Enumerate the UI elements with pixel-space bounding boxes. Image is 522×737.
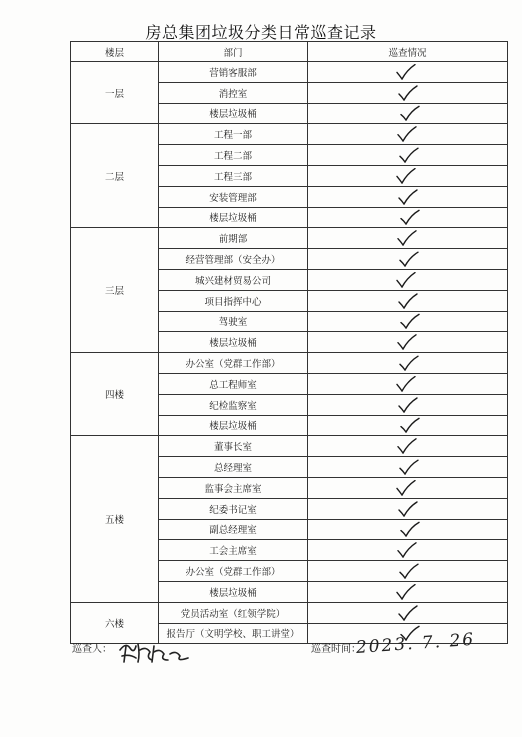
dept-cell: 报告厅（文明学校、职工讲堂） [159,623,308,644]
dept-cell: 监事会主席室 [159,477,308,498]
dept-cell: 驾驶室 [159,311,308,332]
header-dept: 部门 [159,42,308,62]
dept-cell: 工程二部 [159,145,308,166]
dept-cell: 工程三部 [159,165,308,186]
table-body [71,62,508,644]
check-cell [308,62,508,83]
dept-cell: 营销客服部 [159,62,308,83]
check-cell [308,415,508,436]
dept-cell: 项目指挥中心 [159,290,308,311]
checkmark-icon [397,293,419,309]
check-cell [308,373,508,394]
floor-cell: 一层 [71,62,159,124]
dept-cell: 经营管理部（安全办） [159,249,308,270]
check-cell [308,457,508,478]
checkmark-icon [396,126,418,142]
floor-cell: 四楼 [71,353,159,436]
checkmark-icon [395,480,417,496]
checkmark-icon [396,334,418,350]
document-title: 房总集团垃圾分类日常巡查记录 [145,23,377,42]
check-cell [308,436,508,457]
checkmark-icon [399,105,421,121]
check-cell [308,145,508,166]
floor-cell: 三层 [71,228,159,353]
table-row [71,62,508,83]
checkmark-icon [397,189,419,205]
check-cell [308,124,508,145]
checkmark-icon [397,501,419,517]
check-cell [308,311,508,332]
checkmark-icon [397,397,419,413]
table-row [71,353,508,374]
dept-cell: 董事长室 [159,436,308,457]
check-cell [308,353,508,374]
checkmark-icon [399,209,421,225]
header-check: 巡查情况 [308,42,508,62]
dept-cell: 前期部 [159,228,308,249]
dept-cell: 工程一部 [159,124,308,145]
checkmark-icon [396,438,418,454]
inspector-signature [116,636,196,668]
dept-cell: 办公室（党群工作部） [159,353,308,374]
dept-cell: 楼层垃圾桶 [159,581,308,602]
check-cell [308,186,508,207]
check-cell [308,207,508,228]
checkmark-icon [396,542,418,558]
check-cell [308,498,508,519]
check-cell [308,581,508,602]
dept-cell: 楼层垃圾桶 [159,415,308,436]
checkmark-icon [398,355,420,371]
dept-cell: 办公室（党群工作部） [159,561,308,582]
checkmark-icon [398,147,420,163]
checkmark-icon [397,605,419,621]
dept-cell: 总工程师室 [159,373,308,394]
dept-cell: 城兴建材贸易公司 [159,269,308,290]
check-cell [308,540,508,561]
dept-cell: 副总经理室 [159,519,308,540]
floor-cell: 五楼 [71,436,159,602]
check-cell [308,519,508,540]
time-label: 巡查时间： [311,644,361,655]
check-cell [308,602,508,623]
table-row [71,602,508,623]
checkmark-icon [397,85,419,101]
checkmark-icon [396,230,418,246]
header-floor: 楼层 [71,42,159,62]
check-cell [308,561,508,582]
dept-cell: 楼层垃圾桶 [159,207,308,228]
check-cell [308,477,508,498]
inspector-label: 巡查人： [72,644,112,655]
checkmark-icon [395,168,417,184]
checkmark-icon [395,64,417,80]
checkmark-icon [399,417,421,433]
check-cell [308,103,508,124]
checkmark-icon [398,563,420,579]
table-row [71,228,508,249]
dept-cell: 楼层垃圾桶 [159,103,308,124]
dept-cell: 楼层垃圾桶 [159,332,308,353]
checkmark-icon [398,251,420,267]
check-cell [308,249,508,270]
check-cell [308,394,508,415]
checkmark-icon [395,376,417,392]
checkmark-icon [398,459,420,475]
check-cell [308,82,508,103]
floor-cell: 六楼 [71,602,159,644]
table-header-row [71,42,508,62]
checkmark-icon [395,272,417,288]
check-cell [308,228,508,249]
dept-cell: 工会主席室 [159,540,308,561]
table-row [71,124,508,145]
floor-cell: 二层 [71,124,159,228]
table-row [71,436,508,457]
dept-cell: 总经理室 [159,457,308,478]
inspection-table [70,41,508,644]
check-cell [308,269,508,290]
check-cell [308,165,508,186]
inspection-date: 2023. 7. 26 [355,629,476,658]
dept-cell: 纪委书记室 [159,498,308,519]
dept-cell: 纪检监察室 [159,394,308,415]
checkmark-icon [399,313,421,329]
check-cell [308,290,508,311]
checkmark-icon [395,584,417,600]
dept-cell: 党员活动室（红领学院） [159,602,308,623]
dept-cell: 消控室 [159,82,308,103]
dept-cell: 安装管理部 [159,186,308,207]
checkmark-icon [399,521,421,537]
check-cell [308,332,508,353]
